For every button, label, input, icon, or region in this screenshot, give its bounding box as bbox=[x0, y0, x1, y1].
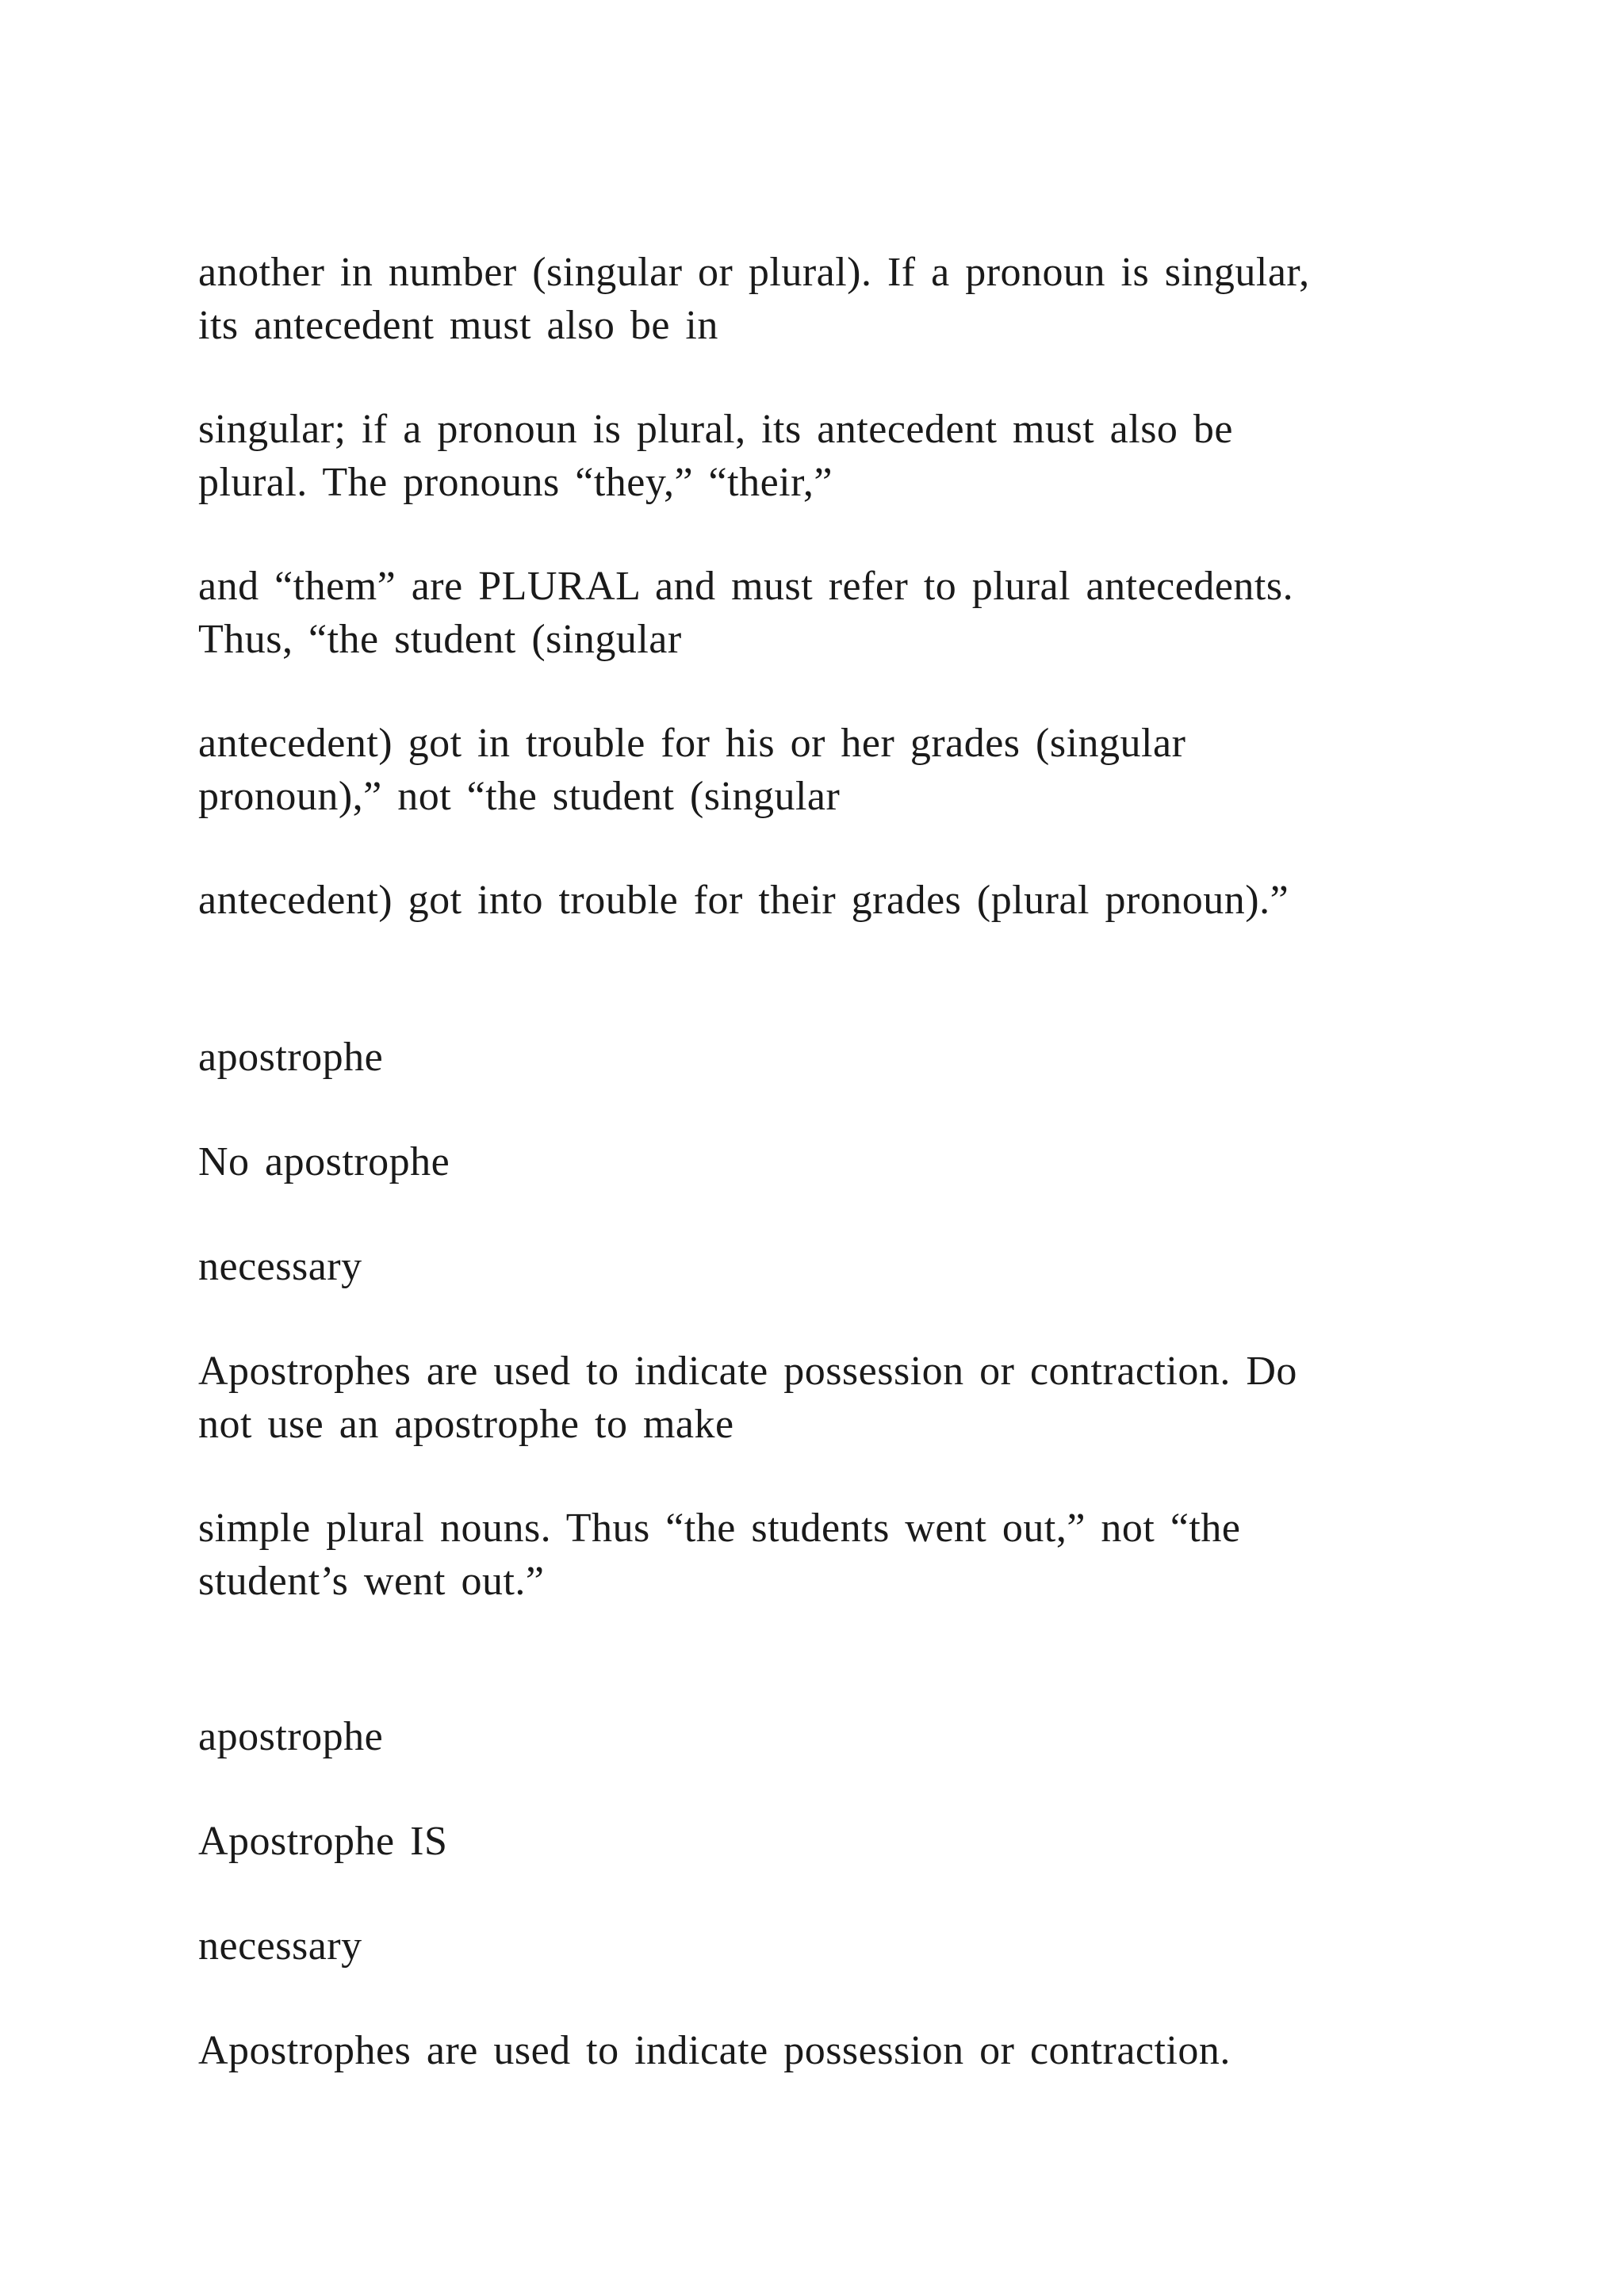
text-line: antecedent) got in trouble for his or her grades (singular bbox=[198, 721, 1186, 766]
text-line: singular; if a pronoun is plural, its antecedent must also be bbox=[198, 407, 1234, 452]
text-line: not use an apostrophe to make bbox=[198, 1402, 734, 1447]
text-line: plural. The pronouns “they,” “their,” bbox=[198, 460, 833, 505]
text-line: apostrophe bbox=[198, 1714, 384, 1759]
paragraph-pronoun-agreement-5 bbox=[198, 874, 1435, 927]
paragraph-apostrophe-rule-3 bbox=[198, 2024, 1435, 2077]
paragraph-pronoun-agreement-2 bbox=[198, 403, 1435, 509]
label-apostrophe-1 bbox=[198, 1031, 1435, 1084]
text-line: necessary bbox=[198, 1244, 362, 1289]
text-line: simple plural nouns. Thus “the students went out,” not “the bbox=[198, 1506, 1241, 1551]
text-line: student’s went out.” bbox=[198, 1559, 545, 1604]
text-line: Apostrophes are used to indicate possession or contraction. bbox=[198, 2028, 1231, 2073]
text-line: Apostrophes are used to indicate possession or contraction. Do bbox=[198, 1349, 1297, 1394]
text-line: Thus, “the student (singular bbox=[198, 617, 682, 662]
text-line: apostrophe bbox=[198, 1035, 384, 1080]
text-line: and “them” are PLURAL and must refer to plural antecedents. bbox=[198, 564, 1294, 609]
label-no-apostrophe bbox=[198, 1135, 1435, 1188]
text-line: necessary bbox=[198, 1923, 362, 1969]
paragraph-pronoun-agreement-3 bbox=[198, 560, 1435, 666]
text-line: No apostrophe bbox=[198, 1139, 450, 1184]
text-line: antecedent) got into trouble for their grades (plural pronoun).” bbox=[198, 878, 1289, 923]
paragraph-apostrophe-rule-2 bbox=[198, 1502, 1435, 1608]
paragraph-apostrophe-rule-1 bbox=[198, 1345, 1435, 1451]
text-line: Apostrophe IS bbox=[198, 1819, 448, 1864]
paragraph-pronoun-agreement-4 bbox=[198, 717, 1435, 823]
label-necessary-1 bbox=[198, 1240, 1435, 1293]
label-apostrophe-2 bbox=[198, 1710, 1435, 1763]
label-apostrophe-is bbox=[198, 1815, 1435, 1868]
paragraph-pronoun-agreement-1 bbox=[198, 246, 1435, 352]
text-line: pronoun),” not “the student (singular bbox=[198, 774, 841, 819]
text-line: its antecedent must also be in bbox=[198, 303, 718, 348]
text-line: another in number (singular or plural). If a pronoun is singular, bbox=[198, 250, 1310, 295]
label-necessary-2 bbox=[198, 1919, 1435, 1973]
